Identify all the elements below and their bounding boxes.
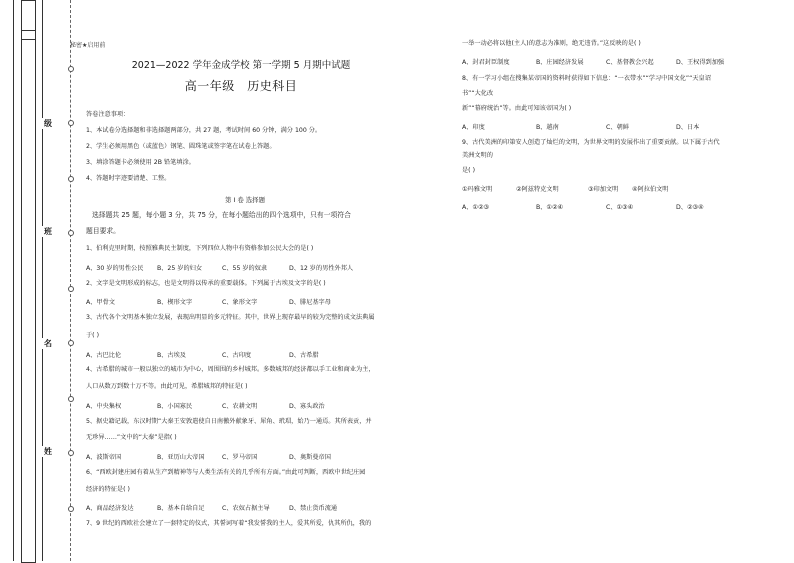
statement-item: ①玛雅文明 (462, 186, 493, 193)
subject-title: 高一年级 历史科目 (184, 79, 298, 93)
option-d: D、日本 (676, 124, 700, 131)
option-a: A、封君封臣制度 (462, 59, 510, 66)
question-stem: 于( ) (86, 332, 99, 339)
option-a: A、中央集权 (86, 403, 122, 410)
question-stem: 是( ) (462, 167, 475, 174)
question-stem: 美洲文明的 (462, 152, 493, 159)
option-d: D、王权得到加强 (676, 59, 725, 66)
section-intro: 选择题共 25 题，每小题 3 分，共 75 分，在每小题给出的四个选项中，只有一项符合 (92, 211, 351, 219)
question-stem: 经济的特征是( ) (86, 486, 130, 493)
question-stem: 9、古代美洲的印第安人创造了灿烂的文明，为世界文明的发展作出了重要贡献。以下属于古代 (462, 139, 720, 146)
statement-item: ②阿兹特克文明 (516, 186, 559, 193)
option-a: A、古巴比伦 (86, 352, 122, 359)
option-d: D、12 岁的男性外邦人 (289, 265, 354, 272)
binding-outer-line (13, 0, 14, 561)
binding-hole (68, 66, 74, 72)
binding-hole (68, 120, 74, 126)
option-a: A、①②③ (462, 204, 490, 211)
binding-label-grade: 级 (36, 118, 60, 129)
binding-hole (68, 176, 74, 182)
option-b: B、古埃及 (157, 352, 186, 359)
option-d: D、②③④ (676, 204, 704, 211)
option-d: D、古希腊 (289, 352, 319, 359)
option-b: B、25 岁的妇女 (157, 265, 203, 272)
binding-label-surname: 姓 (36, 446, 60, 457)
option-c: C、农耕文明 (222, 403, 258, 410)
question-stem: 8、有一学习小组在搜集某帝国的资料时获得如下信息：“一衣带水”“学习中国文化”“天皇诏 (462, 75, 711, 82)
option-c: C、基督教会兴起 (606, 59, 654, 66)
question-stem: 4、古希腊的城市一般以独立的城市为中心，周围围的乡村城邦。多数城邦的经济都以手工业和商业为主， (86, 366, 375, 373)
option-c: C、古印度 (222, 352, 252, 359)
question-stem: 3、古代各个文明基本独立发展，表现出明显的多元特征。其中，世界上现存最早的较为完整的成文法典属 (86, 314, 375, 321)
option-c: C、①③④ (606, 204, 634, 211)
section-intro: 题目要求。 (86, 227, 120, 235)
question-stem: 书”“大化改 (462, 90, 494, 97)
question-stem: 新”“幕府统治”等。由此可知该帝国为( ) (462, 105, 572, 112)
option-c: C、象形文字 (222, 299, 258, 306)
question-stem: 1、伯利克里时期，按照雅典民主制度，下列四位人物中有资格参加公民大会的是( ) (86, 245, 314, 252)
option-a: A、商品经济发达 (86, 505, 134, 512)
question-stem: 5、据史籍记载，东汉时期“大秦王安敦遣使自日南徼外献象牙、犀角、玳瑁，始乃一通焉。其所表贡，并 (86, 418, 372, 425)
binding-strip (21, 0, 36, 563)
option-c: C、55 岁的奴隶 (222, 265, 268, 272)
statement-item: ③印加文明 (588, 186, 619, 193)
option-d: D、奥斯曼帝国 (289, 454, 331, 461)
note-item: 1、本试卷分选择题和非选择题两部分，共 27 题，考试时间 60 分钟，满分 100 分。 (86, 127, 322, 134)
binding-hole (68, 286, 74, 292)
question-stem: 人口从数万到数十万不等。由此可见，希腊城邦的特征是( ) (86, 383, 248, 390)
option-b: B、小国寡民 (157, 403, 193, 410)
option-d: D、寡头政治 (289, 403, 325, 410)
binding-dashed-line (70, 0, 71, 561)
secret-mark: 秘密★启用前 (70, 42, 106, 49)
option-d: D、腓尼基字母 (289, 299, 331, 306)
option-b: B、基本自给自足 (157, 505, 205, 512)
note-item: 2、学生必须用黑色（或蓝色）钢笔、圆珠笔或签字笔在试卷上答题。 (86, 143, 276, 150)
option-d: D、禁止货币流通 (289, 505, 338, 512)
option-c: C、罗马帝国 (222, 454, 258, 461)
binding-hole (68, 450, 74, 456)
binding-inner-line (42, 0, 43, 561)
question-stem: 6、“西欧封建庄园有着从生产到精神等与人类生活有关的几乎所有方面。”由此可判断，西欧中世纪庄园 (86, 469, 366, 476)
note-item: 4、答题时字迹要清楚、工整。 (86, 175, 171, 182)
question-stem: 一举一动必将以他(主人)的意志为准则，绝无违背。”这反映的是( ) (462, 40, 641, 47)
option-b: B、楔形文字 (157, 299, 193, 306)
option-b: B、庄园经济发展 (536, 59, 584, 66)
option-b: B、越南 (536, 124, 559, 131)
option-c: C、朝鲜 (606, 124, 629, 131)
question-stem: 无珍异……”文中的“大秦”是指( ) (86, 434, 177, 441)
binding-hole (68, 396, 74, 402)
note-item: 3、填涂答题卡必须使用 2B 铅笔填涂。 (86, 159, 195, 166)
binding-hole (68, 230, 74, 236)
option-a: A、30 岁的男性公民 (86, 265, 144, 272)
option-c: C、农奴占据主导 (222, 505, 270, 512)
statement-item: ④阿拉伯文明 (632, 186, 669, 193)
question-stem: 2、文字是文明形成的标志，也是文明得以传承的重要载体。下列属于古埃及文字的是( ) (86, 280, 326, 287)
option-a: A、甲骨文 (86, 299, 115, 306)
option-b: B、亚历山大帝国 (157, 454, 205, 461)
binding-hole (68, 340, 74, 346)
notes-heading: 答卷注意事项： (86, 111, 130, 118)
option-a: A、印度 (462, 124, 485, 131)
option-b: B、①②④ (536, 204, 564, 211)
exam-title: 2021—2022 学年金成学校 第一学期 5 月期中试题 (131, 60, 351, 71)
section-title: 第 Ⅰ 卷 选择题 (225, 196, 265, 204)
option-a: A、波斯帝国 (86, 454, 122, 461)
binding-label-name: 名 (36, 338, 60, 349)
binding-hole (68, 506, 74, 512)
binding-box-top (21, 30, 36, 40)
binding-label-class: 班 (36, 226, 60, 237)
question-stem: 7、9 世纪的西欧社会建立了一套特定的仪式，其誓词写着“我发誓我的主人，爱其所爱，仇其所仇，我的 (86, 520, 372, 527)
